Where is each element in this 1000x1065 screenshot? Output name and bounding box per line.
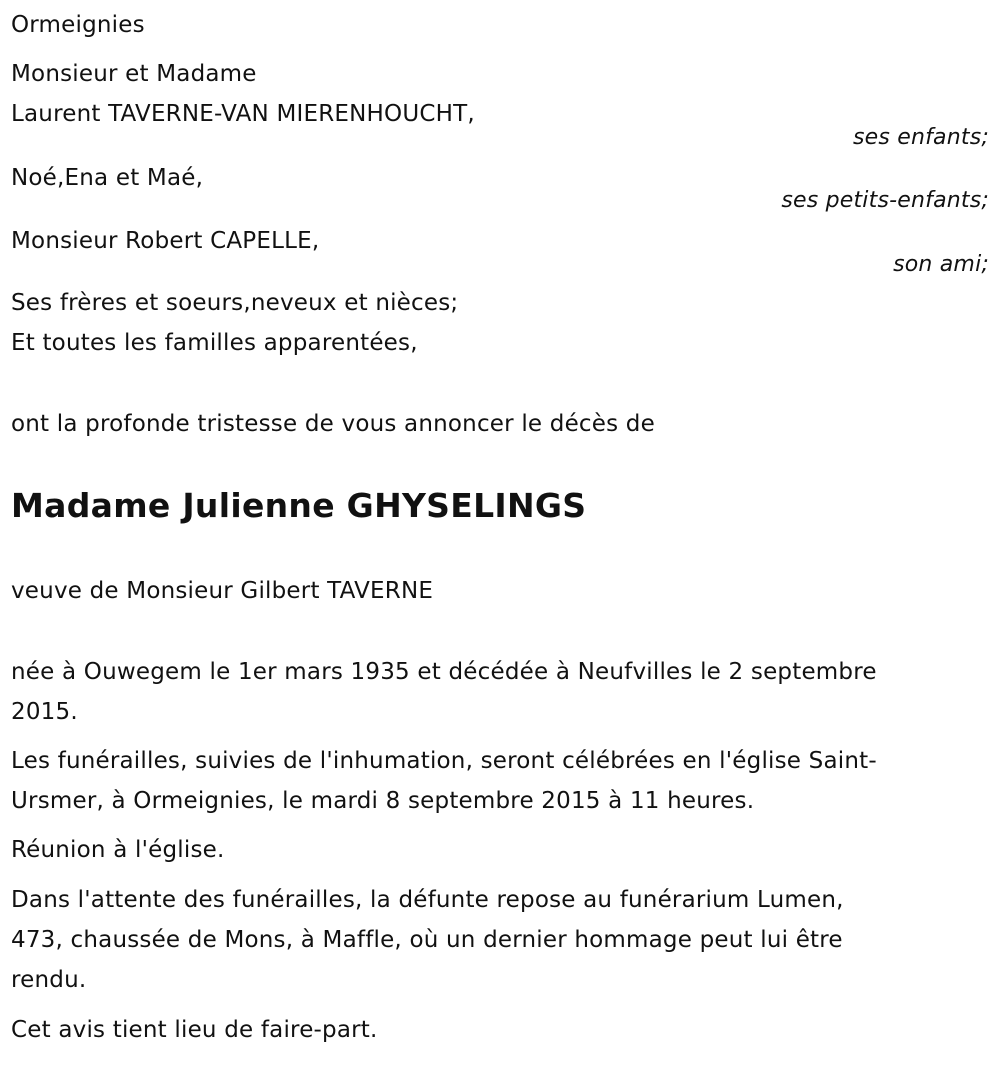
deceased-name: Madame Julienne GHYSELINGS xyxy=(11,486,587,525)
closing-note: Cet avis tient lieu de faire-part. xyxy=(11,1017,378,1043)
viewing-line-1: Dans l'attente des funérailles, la défunte repose au funérarium Lumen, xyxy=(11,887,844,913)
location: Ormeignies xyxy=(11,12,145,38)
family-extended-line-1: Ses frères et soeurs,neveux et nièces; xyxy=(11,290,459,316)
funeral-line-1: Les funérailles, suivies de l'inhumation, seront célébrées en l'église Saint- xyxy=(11,748,877,774)
relation-friend: son ami; xyxy=(893,252,989,277)
viewing-line-2: 473, chaussée de Mons, à Maffle, où un dernier hommage peut lui être xyxy=(11,927,843,953)
birth-death-line-2: 2015. xyxy=(11,699,78,725)
widow-of: veuve de Monsieur Gilbert TAVERNE xyxy=(11,578,434,604)
family-grandchildren-line: Noé,Ena et Maé, xyxy=(11,165,204,191)
funeral-line-2: Ursmer, à Ormeignies, le mardi 8 septembre 2015 à 11 heures. xyxy=(11,788,755,814)
family-children-line-1: Monsieur et Madame xyxy=(11,61,257,87)
announcement: ont la profonde tristesse de vous annoncer le décès de xyxy=(11,411,655,437)
family-children-line-2: Laurent TAVERNE-VAN MIERENHOUCHT, xyxy=(11,101,475,127)
family-extended-line-2: Et toutes les familles apparentées, xyxy=(11,330,418,356)
relation-children: ses enfants; xyxy=(852,125,989,150)
family-friend-line: Monsieur Robert CAPELLE, xyxy=(11,228,320,254)
viewing-line-3: rendu. xyxy=(11,967,87,993)
relation-grandchildren: ses petits-enfants; xyxy=(781,188,989,213)
birth-death-line-1: née à Ouwegem le 1er mars 1935 et décédée à Neufvilles le 2 septembre xyxy=(11,659,877,685)
meeting-place: Réunion à l'église. xyxy=(11,837,225,863)
